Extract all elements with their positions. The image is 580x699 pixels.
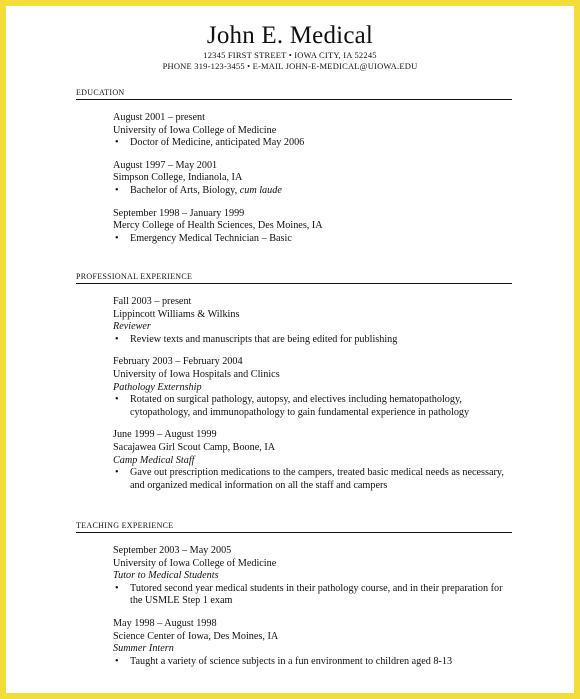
entry-organization: Mercy College of Health Sciences, Des Moines, IA — [113, 220, 323, 232]
entry-role: Tutor to Medical Students — [113, 570, 219, 582]
entry-role: Summer Intern — [113, 643, 174, 655]
entry-dates: June 1999 – August 1999 — [113, 429, 217, 441]
list-item: • Doctor of Medicine, anticipated May 2006 — [113, 137, 512, 150]
entry-bullets — [113, 334, 512, 347]
section-heading: TEACHING EXPERIENCE — [76, 521, 512, 533]
entry-dates: August 2001 – present — [113, 112, 205, 123]
section-heading: PROFESSIONAL EXPERIENCE — [76, 272, 512, 284]
entry-bullets — [113, 233, 512, 246]
entry-bullets — [113, 137, 512, 150]
entry-bullets — [113, 394, 512, 419]
list-item: • Tutored second year medical students in their pathology course, and in their preparation for the USMLE Step 1 exam — [113, 583, 512, 608]
entry-bullets — [113, 656, 512, 669]
entry-dates: February 2003 – February 2004 — [113, 356, 243, 368]
entry-bullets — [113, 467, 512, 492]
entry-role: Pathology Externship — [113, 381, 202, 393]
contact-line: PHONE 319-123-3455 • E-MAIL JOHN-E-MEDICAL@UIOWA.EDU — [162, 61, 418, 71]
entry-dates: May 1998 – August 1998 — [113, 617, 217, 629]
entry-dates: August 1997 – May 2001 — [113, 159, 218, 171]
teaching-entry — [113, 545, 512, 608]
entry-organization: Lippincott Williams & Wilkins — [113, 308, 240, 320]
experience-entry — [113, 356, 512, 419]
resume-page — [6, 6, 574, 693]
honors-text: cum laude — [239, 184, 282, 196]
degree-text: Bachelor of Arts, Biology, — [130, 184, 240, 196]
education-entry — [113, 112, 512, 150]
entry-bullets — [113, 185, 512, 198]
entry-organization: Science Center of Iowa, Des Moines, IA — [113, 630, 279, 642]
entry-dates: Fall 2003 – present — [113, 296, 192, 307]
teaching-entry — [113, 618, 512, 668]
education-entry — [113, 160, 512, 198]
entry-role: Camp Medical Staff — [113, 454, 195, 466]
entry-organization: University of Iowa College of Medicine — [113, 557, 277, 569]
address-line: 12345 FIRST STREET • IOWA CITY, IA 52245 — [203, 50, 377, 60]
entry-bullets — [113, 583, 512, 608]
list-item: • Review texts and manuscripts that are being edited for publishing — [113, 334, 512, 347]
entry-dates: September 2003 – May 2005 — [113, 545, 232, 556]
education-entry — [113, 208, 512, 246]
teaching-experience-section — [76, 521, 512, 668]
list-item — [113, 185, 512, 198]
list-item: • Emergency Medical Technician – Basic — [113, 233, 512, 246]
experience-entry — [113, 429, 512, 492]
section-heading: EDUCATION — [76, 88, 512, 100]
candidate-name: John E. Medical — [206, 22, 374, 49]
resume-header — [6, 22, 574, 72]
entry-organization: University of Iowa College of Medicine — [113, 124, 277, 136]
entry-dates: September 1998 – January 1999 — [113, 207, 245, 219]
entry-organization: Simpson College, Indianola, IA — [113, 172, 243, 184]
professional-experience-section — [76, 272, 512, 492]
experience-entry — [113, 296, 512, 346]
entry-organization: Sacajawea Girl Scout Camp, Boone, IA — [113, 441, 276, 453]
list-item: • Gave out prescription medications to the campers, treated basic medical needs as necessary, and organized medical information on all the staff and campers — [113, 467, 512, 492]
list-item: • Rotated on surgical pathology, autopsy, and electives including hematopathology, cytopathology, and immunopathology to gain fundamental experience in pathology — [113, 394, 512, 419]
entry-organization: University of Iowa Hospitals and Clinics — [113, 368, 280, 380]
entry-role: Reviewer — [113, 321, 151, 333]
list-item: • Taught a variety of science subjects in a fun environment to children aged 8-13 — [113, 656, 512, 669]
education-section — [76, 88, 512, 245]
